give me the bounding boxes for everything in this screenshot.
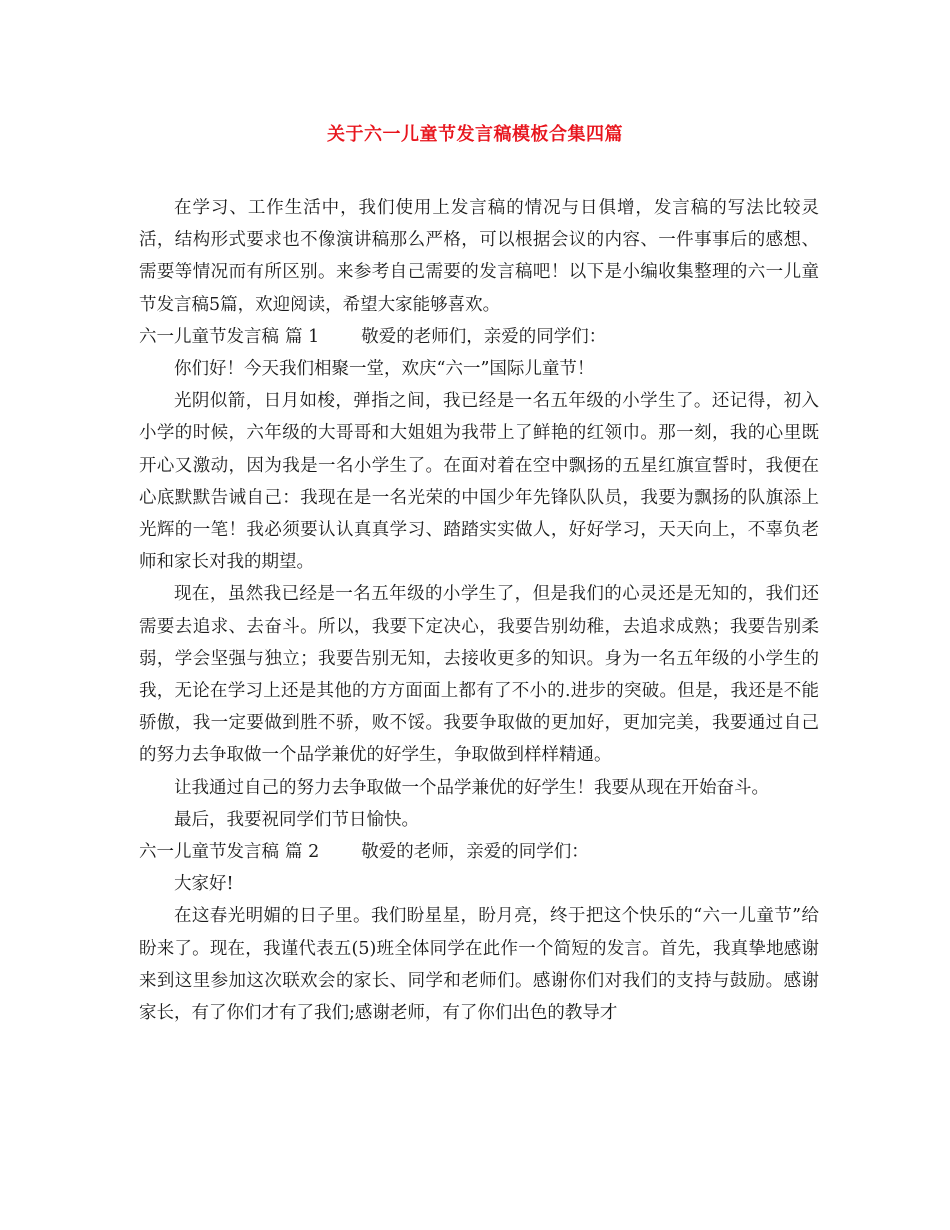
document-body [139, 192, 819, 1029]
body-paragraph: 在这春光明媚的日子里。我们盼星星，盼月亮，终于把这个快乐的“六一儿童节”给盼来了。现在，我谨代表五(5)班全体同学在此作一个简短的发言。首先，我真挚地感谢来到这里参加这次联欢会的家长、同学和老师们。感谢你们对我们的支持与鼓励。感谢家长，有了你们才有了我们;感谢老师，有了你们出色的教导才 [139, 906, 819, 1024]
body-paragraph: 大家好! [174, 874, 234, 895]
section-number: 篇 2 [285, 842, 320, 863]
section-number: 篇 1 [285, 326, 320, 347]
section-label: 六一儿童节发言稿 [139, 842, 279, 863]
section-greeting: 敬爱的老师们，亲爱的同学们： [361, 326, 607, 347]
document-title: 关于六一儿童节发言稿模板合集四篇 [327, 124, 623, 145]
body-paragraph: 光阴似箭，日月如梭，弹指之间，我已经是一名五年级的小学生了。还记得，初入小学的时候，六年级的大哥哥和大姐姐为我带上了鲜艳的红领巾。那一刻，我的心里既开心又激动，因为我是一名小学生了。在面对着在空中飘扬的五星红旗宣誓时，我便在心底默默告诫自己：我现在是一名光荣的中国少年先锋队队员，我要为飘扬的队旗添上光辉的一笔！我必须要认认真真学习、踏踏实实做人，好好学习，天天向上，不辜负老师和家长对我的期望。 [139, 391, 819, 573]
body-paragraph: 让我通过自己的努力去争取做一个品学兼优的好学生！我要从现在开始奋斗。 [174, 777, 769, 798]
body-paragraph: 最后，我要祝同学们节日愉快。 [174, 809, 419, 830]
body-paragraph: 你们好！今天我们相聚一堂，欢庆“六一”国际儿童节！ [174, 359, 595, 380]
section-heading [139, 836, 819, 868]
section-label: 六一儿童节发言稿 [139, 326, 279, 347]
intro-paragraph: 在学习、工作生活中，我们使用上发言稿的情况与日俱增，发言稿的写法比较灵活，结构形式要求也不像演讲稿那么严格，可以根据会议的内容、一件事事后的感想、需要等情况而有所区别。来参考自己需要的发言稿吧！以下是小编收集整理的六一儿童节发言稿5篇，欢迎阅读，希望大家能够喜欢。 [139, 198, 819, 315]
section-greeting: 敬爱的老师，亲爱的同学们： [361, 842, 589, 863]
body-paragraph: 现在，虽然我已经是一名五年级的小学生了，但是我们的心灵还是无知的，我们还需要去追求、去奋斗。所以，我要下定决心，我要告别幼稚，去追求成熟；我要告别柔弱，学会坚强与独立；我要告别无知，去接收更多的知识。身为一名五年级的小学生的我，无论在学习上还是其他的方方面面上都有了不小的.进步的突破。但是，我还是不能骄傲，我一定要做到胜不骄，败不馁。我要争取做的更加好，更加完美，我要通过自己的努力去争取做一个品学兼优的好学生，争取做到样样精通。 [139, 584, 819, 766]
section-heading [139, 321, 819, 353]
